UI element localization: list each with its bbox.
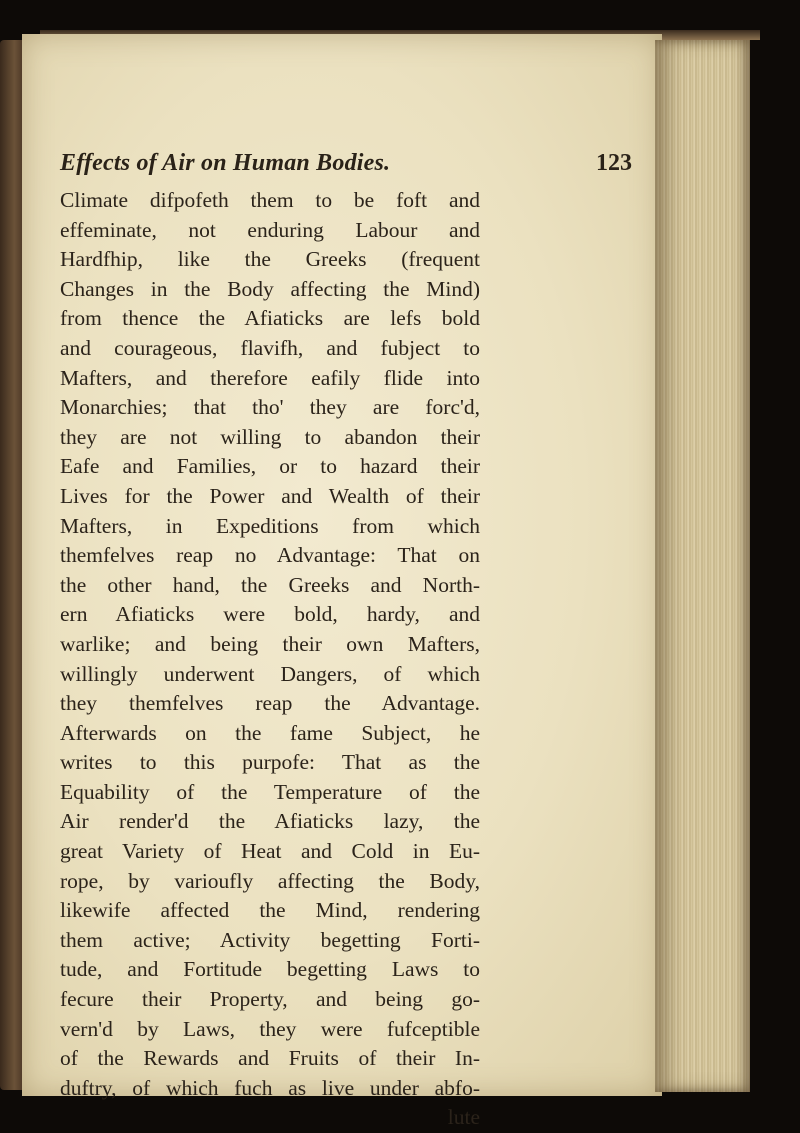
text-line: Air render'd the Afiaticks lazy, the: [60, 809, 480, 834]
text-line: Lives for the Power and Wealth of their: [60, 483, 480, 508]
text-line: Monarchies; that tho' they are forc'd,: [60, 395, 480, 420]
text-line: vern'd by Laws, they were fufceptible: [60, 1016, 480, 1041]
text-line: rope, by varioufly affecting the Body,: [60, 868, 480, 893]
text-line: and courageous, flavifh, and fubject to: [60, 335, 480, 360]
text-line: duftry, of which fuch as live under abfo-: [60, 1075, 480, 1100]
book-cover-edge: [0, 40, 24, 1090]
page-number: 123: [596, 150, 632, 176]
text-line: willingly underwent Dangers, of which: [60, 661, 480, 686]
text-line: Eafe and Families, or to hazard their: [60, 454, 480, 479]
page-edges: [655, 40, 750, 1092]
text-line: from thence the Afiaticks are lefs bold: [60, 306, 480, 331]
text-line: warlike; and being their own Mafters,: [60, 631, 480, 656]
text-line: they themfelves reap the Advantage.: [60, 691, 480, 716]
text-line: them active; Activity begetting Forti-: [60, 927, 480, 952]
text-line: tude, and Fortitude begetting Laws to: [60, 957, 480, 982]
text-line: Equability of the Temperature of the: [60, 779, 480, 804]
text-line: themfelves reap no Advantage: That on: [60, 543, 480, 568]
text-line: they are not willing to abandon their: [60, 424, 480, 449]
text-line: likewife affected the Mind, rendering: [60, 898, 480, 923]
page-header: [60, 150, 632, 184]
text-line: Mafters, in Expeditions from which: [60, 513, 480, 538]
text-line: great Variety of Heat and Cold in Eu-: [60, 839, 480, 864]
body-text: [60, 186, 480, 1133]
text-line: fecure their Property, and being go-: [60, 987, 480, 1012]
text-line: Hardfhip, like the Greeks (frequent: [60, 247, 480, 272]
catchword: lute: [447, 1105, 480, 1130]
running-title: Effects of Air on Human Bodies.: [60, 150, 391, 176]
text-line: effeminate, not enduring Labour and: [60, 217, 480, 242]
text-line: writes to this purpofe: That as the: [60, 750, 480, 775]
text-line: Mafters, and therefore eafily flide into: [60, 365, 480, 390]
text-line: the other hand, the Greeks and North-: [60, 572, 480, 597]
text-line: Changes in the Body affecting the Mind): [60, 276, 480, 301]
text-line: Afterwards on the fame Subject, he: [60, 720, 480, 745]
text-line: ern Afiaticks were bold, hardy, and: [60, 602, 480, 627]
text-line: Climate difpofeth them to be foft and: [60, 188, 480, 212]
text-line: of the Rewards and Fruits of their In-: [60, 1046, 480, 1071]
